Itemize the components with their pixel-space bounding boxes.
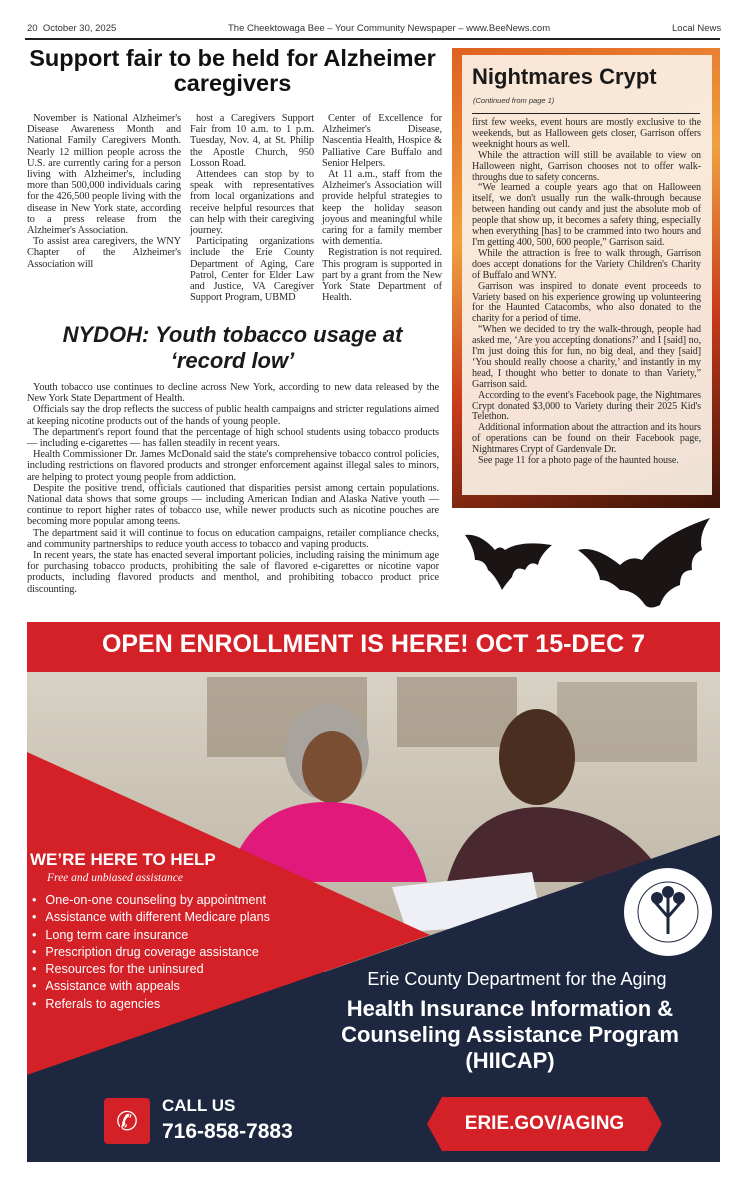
phone-number-link[interactable]: 716-858-7883: [162, 1120, 293, 1143]
phone-icon: ✆: [116, 1106, 138, 1136]
website-link[interactable]: ERIE.GOV/AGING: [464, 1113, 625, 1134]
paragraph: “We learned a couple years ago that on Halloween itself, we don't usually run the walk-through because between handing out candy and just the absolute mob of people that show up, it becomes a safety thing, especially when everything [has] to be crammed into two hours and I'm getting 400, 500, 600 people,” Garrison said.: [472, 182, 701, 248]
continued-note: (Continued from page 1): [473, 96, 555, 105]
sidebar-rule: [472, 113, 700, 114]
article-headline-tobacco: NYDOH: Youth tobacco usage at ‘record low’: [62, 322, 403, 373]
paragraph: first few weeks, event hours are mostly exclusive to the weekends, but as Halloween gets closer, Garrison offers weeknight hours as well.: [472, 117, 701, 150]
enrollment-banner: OPEN ENROLLMENT IS HERE! OCT 15-DEC 7: [101, 630, 646, 658]
paragraph: Additional information about the attraction and its hours of operations can be found on their Facebook page, Nightmares Crypt of Gardenvale Dr.: [472, 422, 701, 456]
help-subtitle: Free and unbiased assistance: [47, 872, 183, 884]
service-item: • Assistance with appeals: [32, 978, 270, 995]
paragraph: In recent years, the state has enacted several important policies, including raising the minimum age for purchasing tobacco products, prohibiting the sale of flavored e-cigarettes or nicotine vapor products, including flavored products and menthol, and prohibiting tobacco product price discounting.: [27, 550, 439, 595]
paragraph: At 11 a.m., staff from the Alzheimer's Association will provide helpful strategies to keep the holiday season joyous and meaningful while caring for a family member with dementia.: [322, 169, 442, 248]
paragraph: Center of Excellence for Alzheimer's Disease, Nascentia Health, Hospice & Palliative Care Buffalo and Senior Helpers.: [322, 113, 442, 169]
article-column-1: [27, 113, 181, 270]
bat-icon: [578, 518, 710, 608]
paragraph: host a Caregivers Support Fair from 10 a.m. to 1 p.m. Tuesday, Nov. 4, at St. Philip the Apostle Church, 950 Losson Road.: [190, 113, 314, 169]
article-column-2: [190, 113, 314, 303]
article-column-3: [322, 113, 442, 303]
service-item: • Long term care insurance: [32, 927, 270, 944]
paragraph: While the attraction will still be available to view on Halloween night, Garrison chooses not to offer walk-throughs due to safety concerns.: [472, 149, 701, 183]
paragraph: See page 11 for a photo page of the haunted house.: [478, 455, 679, 467]
bats-illustration: [460, 515, 720, 615]
service-item: • One-on-one counseling by appointment: [32, 892, 270, 909]
sidebar-title: Nightmares Crypt: [472, 64, 657, 89]
program-name: Health Insurance Information & Counseling Assistance Program (HIICAP): [341, 996, 679, 1073]
paragraph: The department's report found that the percentage of high school students using tobacco products — including e-cigarettes — has fallen steadily in recent years.: [27, 426, 439, 450]
help-title: WE’RE HERE TO HELP: [30, 850, 216, 869]
page-number: 20: [27, 23, 38, 34]
paragraph: November is National Alzheimer's Disease Awareness Month and National Family Caregivers Month. Nearly 12 million people across the U.S. are currently caring for a person living with Alzheimer's, including more than 500,000 individuals caring for the 426,500 people living with the disease in New York state, according to a press release from the Alzheimer's Association.: [27, 113, 181, 237]
department-name: Erie County Department for the Aging: [367, 969, 667, 989]
article-headline: Support fair to be held for Alzheimer caregivers: [29, 45, 436, 96]
paragraph: Youth tobacco use continues to decline across New York, according to new data released by the New York State Department of Health.: [27, 382, 439, 405]
paragraph: The department said it will continue to focus on education campaigns, retailer compliance checks, and community partnerships to reduce youth access to tobacco and vaping products.: [27, 527, 439, 550]
paragraph: Garrison was inspired to donate event proceeds to Variety based on his experience growing up volunteering for the Haunted Catacombs, who also donated to the charity for a period of time.: [472, 280, 701, 325]
service-item: • Assistance with different Medicare plans: [32, 909, 270, 926]
paragraph: Registration is not required. This program is supported in part by a grant from the New York State Department of Health.: [322, 247, 442, 304]
paragraph: Attendees can stop by to speak with representatives from local organizations and receive helpful resources that can help with their caregiving journey.: [190, 169, 314, 237]
paragraph: According to the event's Facebook page, the Nightmares Crypt donated $3,000 to Variety during their 2025 Kid's Telethon.: [472, 389, 701, 423]
bat-icon: [465, 535, 552, 590]
article-body-tobacco: [27, 382, 439, 595]
sidebar-body: [472, 118, 701, 467]
service-item: • Referals to agencies: [32, 996, 270, 1013]
header-rule: [25, 38, 720, 40]
call-us-label: CALL US: [162, 1096, 236, 1115]
paragraph: Health Commissioner Dr. James McDonald said the state's comprehensive tobacco control policies, including restrictions on flavored products and stronger enforcement against illegal sales to minors, are helping to protect young people from addiction.: [27, 449, 439, 483]
masthead: The Cheektowaga Bee – Your Community Newspaper – www.BeeNews.com: [228, 23, 551, 34]
paragraph: Participating organizations include the Erie County Department of Aging, Care Patrol, Center for Elder Law and Justice, VA Caregiver Support Program, UBMD: [190, 236, 314, 304]
paragraph: Despite the positive trend, officials cautioned that disparities persist among certain populations. National data shows that some groups — including American Indian and Alaska Native youth — continue to report higher rates of tobacco use, while newer products such as nicotine pouches are becoming more popular among teens.: [27, 482, 439, 528]
page-number-date: [27, 23, 116, 34]
paragraph: “When we decided to try the walk-through, people had asked me, ‘Are you accepting donations?’ and I [said] no, I'm just doing this for fun, no big deal, and they [said] ‘You should really choose a charity,’ and instantly in my head, I thought who better to donate to than Variety,” Garrison said.: [472, 324, 701, 390]
service-item: • Resources for the uninsured: [32, 961, 270, 978]
issue-date: October 30, 2025: [42, 23, 117, 34]
section-name: Local News: [672, 23, 722, 34]
paragraph: Officials say the drop reflects the success of public health campaigns and stricter regulations aimed at keeping nicotine products out of the hands of young people.: [27, 404, 439, 427]
paragraph: While the attraction is free to walk through, Garrison does accept donations for the Variety Children's Charity of Buffalo and WNY.: [472, 247, 701, 281]
paragraph: To assist area caregivers, the WNY Chapter of the Alzheimer's Association will: [27, 236, 181, 270]
service-item: • Prescription drug coverage assistance: [32, 944, 270, 961]
services-list: [32, 892, 270, 1013]
advertisement-hiicap: [27, 622, 720, 1162]
